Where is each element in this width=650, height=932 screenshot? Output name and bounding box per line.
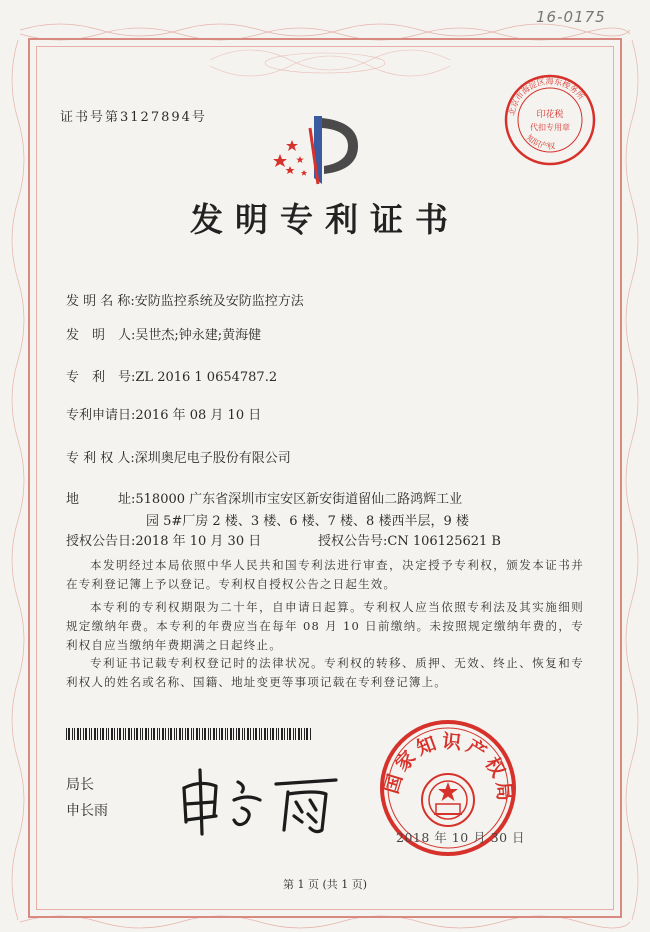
field-label: 授权公告号: [318,534,388,549]
tax-stamp-line2: 代扣专用章 [530,123,570,132]
field-label: 地 址: [66,492,136,507]
field-label: 授权公告日: [66,534,136,549]
director-title: 局长 [66,777,94,793]
tax-stamp-bottom-text: 知识产权 [524,133,556,151]
field-value: 2016 年 08 月 10 日 [135,408,262,423]
barcode-icon [66,728,314,740]
field-filing-date [66,404,261,423]
field-value: 深圳奥尼电子股份有限公司 [134,451,291,466]
field-patentee [66,447,291,466]
field-grant-date [66,530,261,549]
field-label: 专利申请日: [66,408,136,423]
director-signature [176,764,346,836]
paragraph-2: 本专利的专利权期限为二十年，自申请日起算。专利权人应当依照专利法及其实施细则规定缴纳年费。本专利的年费应当在每年 08 月 10 日前缴纳。未按照规定缴纳年费的，专利权自应当缴纳年费期满之日起终止。 [66,600,584,652]
tax-stamp-line1: 印花税 [536,110,564,120]
field-value: 518000 广东省深圳市宝安区新安街道留仙二路鸿辉工业 [135,492,463,507]
field-patent-number [66,366,277,385]
field-inventors [66,324,261,343]
tax-stamp-ring-text: 北京市海淀区海东梭务所 [507,76,586,117]
document-title: 发明专利证书 [190,200,460,239]
field-label: 专 利 号: [66,370,136,385]
paragraph-1: 本发明经过本局依照中华人民共和国专利法进行审查，决定授予专利权，颁发本证书并在专利登记簿上予以登记。专利权自授权公告之日起生效。 [66,558,584,591]
field-value: 2018 年 10 月 30 日 [135,534,262,549]
seal-text: 国家知识产权局 [380,730,516,806]
field-address [66,488,462,507]
field-label: 专 利 权 人: [66,451,135,466]
cnipa-emblem-icon [262,108,372,188]
field-value: 吴世杰;钟永建;黄海健 [135,328,262,343]
page-footer: 第 1 页 (共 1 页) [282,878,368,891]
national-emblem-icon [422,774,474,826]
certificate-number: 证书号第3127894号 [60,110,207,125]
field-publication-number [318,530,501,549]
field-label: 发 明 人: [66,328,136,343]
field-value: 安防监控系统及安防监控方法 [134,294,304,309]
tax-stamp [502,72,598,168]
paragraph-3: 专利证书记载专利权登记时的法律状况。专利权的转移、质押、无效、终止、恢复和专利权人的姓名或名称、国籍、地址变更等事项记载在专利登记簿上。 [66,656,584,689]
handwritten-note: 16-0175 [536,8,606,26]
field-value: CN 106125621 B [387,534,501,549]
svg-text:知识产权 [525,132,556,151]
seal-date: 2018 年 10 月 30 日 [396,830,525,845]
field-label: 发 明 名 称: [66,294,135,309]
director-name: 申长雨 [66,803,108,819]
field-address-line2: 园 5#厂房 2 楼、3 楼、6 楼、7 楼、8 楼西半层，9 楼 [146,514,469,529]
field-invention-name [66,290,304,309]
field-value: ZL 2016 1 0654787.2 [135,370,278,385]
